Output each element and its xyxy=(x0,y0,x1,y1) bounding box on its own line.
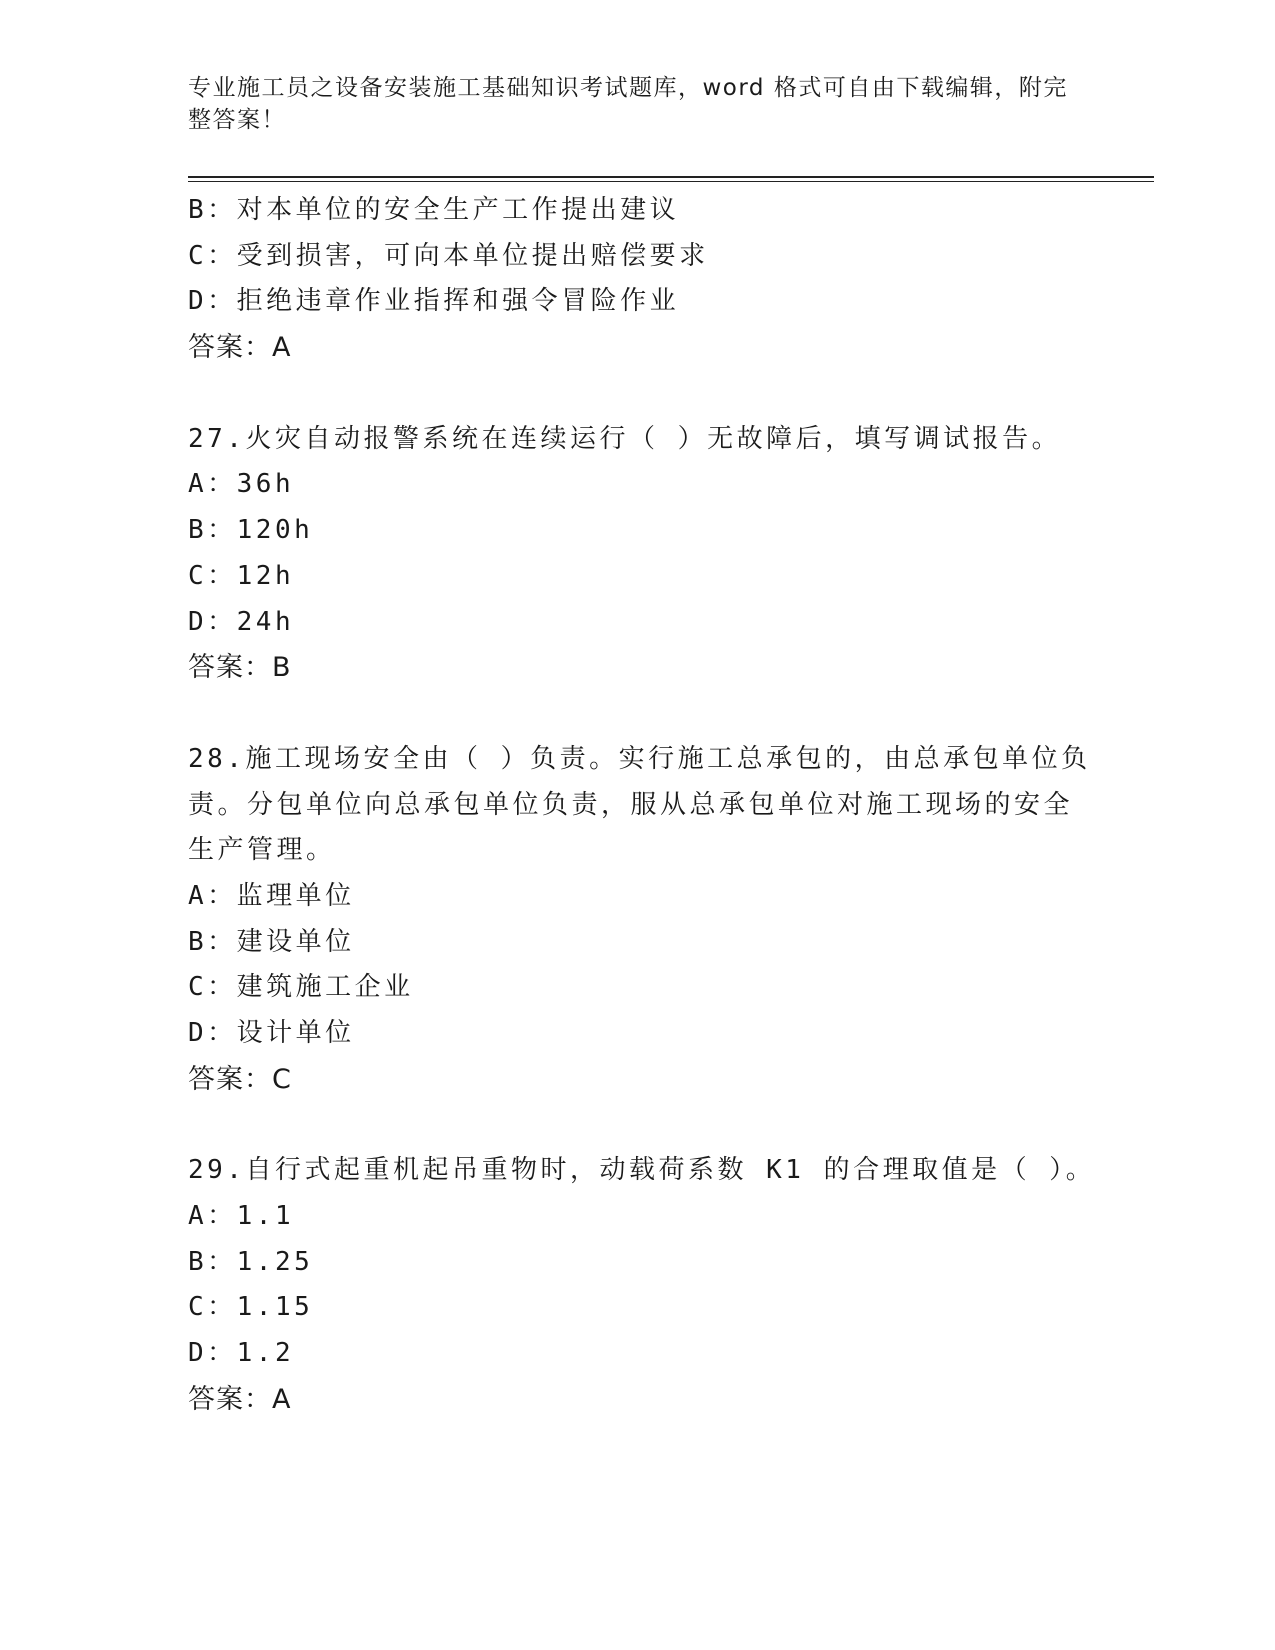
q28-option-a: A：监理单位 xyxy=(188,880,355,911)
header-line-1: 专业施工员之设备安装施工基础知识考试题库，word 格式可自由下载编辑，附完 xyxy=(188,75,1068,101)
q29-option-b: B：1.25 xyxy=(188,1246,314,1277)
q26-option-c: C：受到损害，可向本单位提出赔偿要求 xyxy=(188,240,709,271)
q27-option-d: D：24h xyxy=(188,606,295,637)
q27-option-a: A：36h xyxy=(188,469,295,500)
q28-stem-line-2: 责。分包单位向总承包单位负责，服从总承包单位对施工现场的安全 xyxy=(188,789,1074,820)
header-divider-thick xyxy=(188,176,1154,178)
q26-answer: 答案：A xyxy=(188,332,292,364)
q29-option-a: A：1.1 xyxy=(188,1201,295,1232)
q27-option-c: C：12h xyxy=(188,560,295,591)
spacer xyxy=(188,1102,1088,1148)
q26-option-d: D：拒绝违章作业指挥和强令冒险作业 xyxy=(188,286,680,317)
spacer xyxy=(188,691,1088,737)
q27-answer: 答案：B xyxy=(188,652,292,684)
header-divider-thin xyxy=(188,181,1154,182)
spacer xyxy=(188,371,1088,417)
q28-option-b: B：建设单位 xyxy=(188,926,355,957)
question-28 xyxy=(188,737,1091,1103)
question-26-tail xyxy=(188,188,1088,371)
page-header xyxy=(188,72,1068,136)
q28-answer: 答案：C xyxy=(188,1063,292,1095)
q26-option-b: B：对本单位的安全生产工作提出建议 xyxy=(188,195,680,225)
q29-answer: 答案：A xyxy=(188,1383,292,1415)
q28-stem-line-1: 28.施工现场安全由（ ）负责。实行施工总承包的，由总承包单位负 xyxy=(188,743,1091,774)
q28-option-d: D：设计单位 xyxy=(188,1018,355,1048)
q29-stem: 29.自行式起重机起吊重物时，动载荷系数 K1 的合理取值是（ ）。 xyxy=(188,1155,1096,1186)
q27-option-b: B：120h xyxy=(188,515,314,546)
q27-stem: 27.火灾自动报警系统在连续运行（ ）无故障后，填写调试报告。 xyxy=(188,423,1062,454)
header-line-2: 整答案！ xyxy=(188,107,286,133)
q29-option-c: C：1.15 xyxy=(188,1292,314,1323)
q28-option-c: C：建筑施工企业 xyxy=(188,972,414,1003)
q29-option-d: D：1.2 xyxy=(188,1338,295,1369)
q28-stem-line-3: 生产管理。 xyxy=(188,835,336,866)
question-list xyxy=(188,188,1096,1423)
question-27 xyxy=(188,417,1088,691)
question-29 xyxy=(188,1148,1096,1422)
